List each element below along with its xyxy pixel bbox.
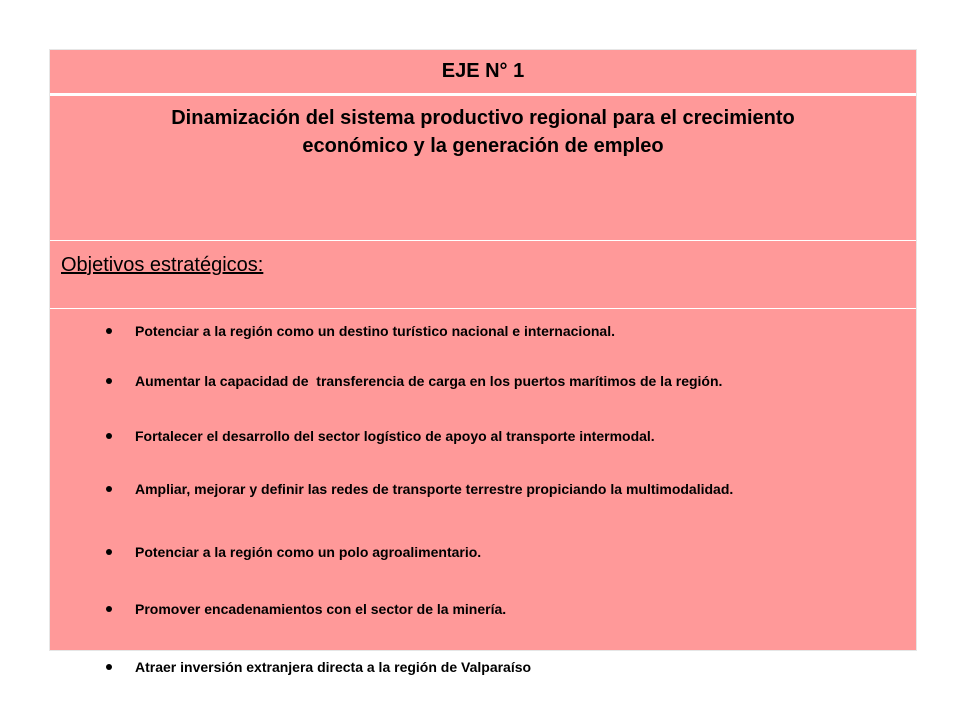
list-item [106,601,506,617]
objective-text: Ampliar, mejorar y definir las redes de transporte terrestre propiciando la multimodalidad. [135,481,734,497]
objective-text: Potenciar a la región como un destino turístico nacional e internacional. [135,323,615,339]
objective-text: Potenciar a la región como un polo agroalimentario. [135,544,482,560]
objectives-list-row [50,309,916,675]
list-item [106,323,615,339]
eje-title: EJE N° 1 [441,60,525,82]
objective-text: Promover encadenamientos con el sector de la minería. [135,601,507,617]
bullet-icon [106,486,112,492]
list-item [106,481,733,497]
bullet-icon [106,328,112,334]
objective-text: Aumentar la capacidad de transferencia de carga en los puertos marítimos de la región. [135,373,723,389]
axis-title-line-2: económico y la generación de empleo [302,135,664,157]
objectives-header-row [50,241,916,309]
objective-text: Fortalecer el desarrollo del sector logístico de apoyo al transporte intermodal. [135,428,655,444]
objective-text: Atraer inversión extranjera directa a la región de Valparaíso [135,659,532,675]
objectives-label: Objetivos estratégicos: [61,254,264,276]
bullet-icon [106,378,112,384]
list-item [106,373,722,389]
list-item [106,428,655,444]
axis-title-line-1: Dinamización del sistema productivo regional para el crecimiento [171,107,795,129]
axis-title-row [50,96,916,241]
bullet-icon [106,433,112,439]
bullet-icon [106,549,112,555]
axis-table [49,49,917,675]
axis-title [103,104,863,160]
bullet-icon [106,664,112,670]
list-item [106,659,531,675]
eje-header-row [50,50,916,96]
list-item [106,544,481,560]
bullet-icon [106,606,112,612]
